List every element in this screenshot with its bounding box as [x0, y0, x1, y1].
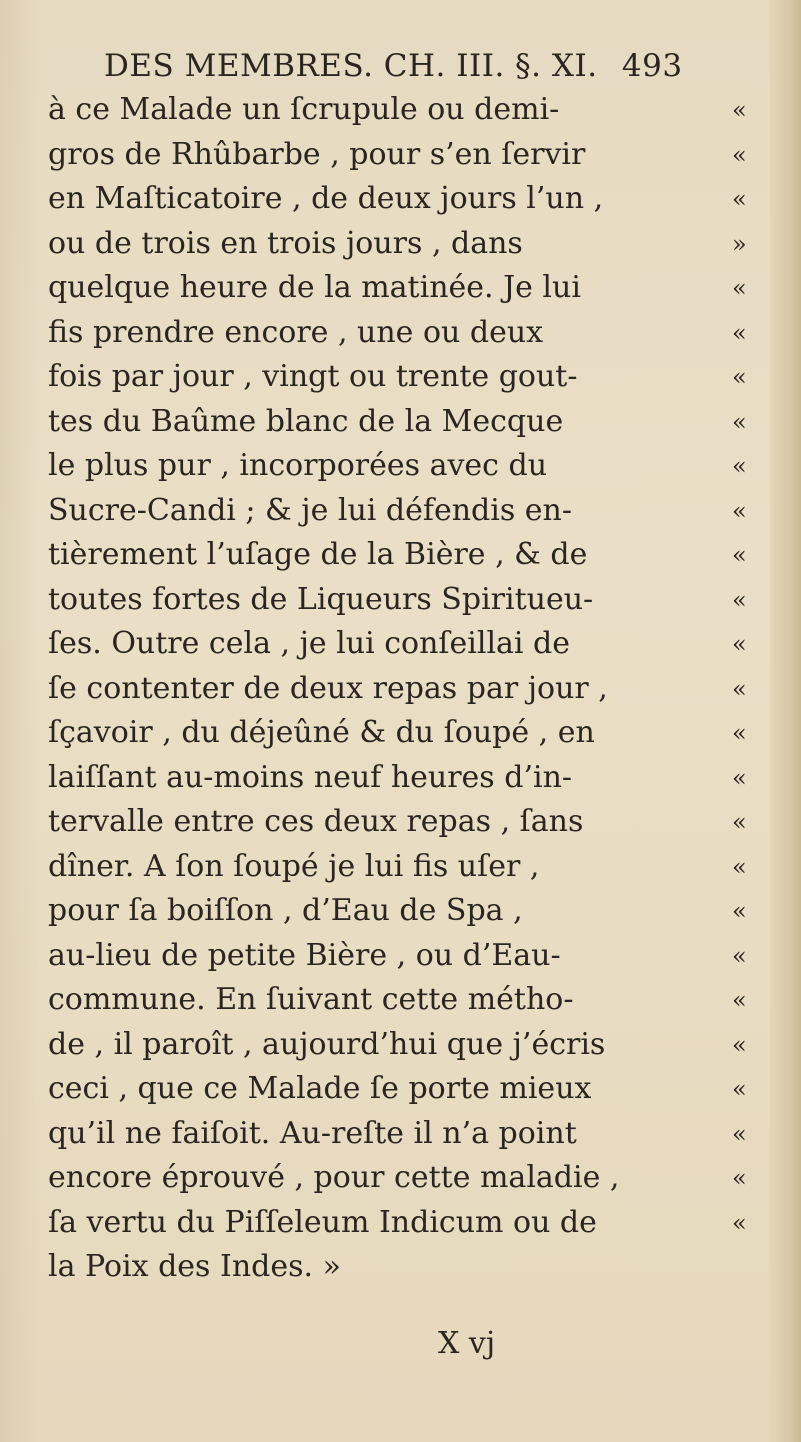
text-line — [48, 1245, 770, 1290]
quote-mark: « — [732, 185, 747, 213]
line-text: toutes fortes de Liqueurs Spiritueu- — [48, 581, 594, 617]
quote-mark: « — [732, 808, 747, 836]
line-text: en Maſticatoire , de deux jours l’un , — [48, 181, 604, 216]
line-text: la Poix des Indes. » — [48, 1249, 341, 1284]
text-line — [48, 266, 770, 311]
quote-mark: « — [732, 719, 747, 747]
quote-mark: « — [732, 318, 747, 347]
quote-mark: « — [732, 452, 747, 480]
line-text: quelque heure de la matinée. Je lui — [48, 270, 581, 305]
text-line — [48, 711, 770, 756]
quote-mark: « — [732, 852, 747, 881]
quote-mark: « — [732, 363, 747, 391]
quote-mark: « — [732, 986, 747, 1014]
text-line — [48, 1112, 770, 1157]
line-text: gros de Rhûbarbe , pour s’en ſervir — [48, 136, 586, 172]
text-line — [48, 1067, 770, 1112]
quote-mark: » — [732, 229, 747, 258]
text-line — [48, 489, 770, 534]
quote-mark: « — [732, 496, 747, 525]
line-text: le plus pur , incorporées avec du — [48, 448, 548, 483]
text-line — [48, 978, 770, 1023]
quote-mark: « — [732, 96, 747, 124]
line-text: laiſſant au-moins neuf heures d’in- — [48, 759, 573, 795]
line-text: dîner. A ſon ſoupé je lui fis uſer , — [48, 848, 540, 884]
text-line — [48, 88, 770, 133]
text-line — [48, 1201, 770, 1246]
text-line — [48, 1023, 770, 1068]
page-number: 493 — [621, 48, 683, 84]
text-line — [48, 667, 770, 712]
signature-mark: X vj — [438, 1326, 496, 1361]
quote-mark: « — [732, 541, 747, 569]
text-line — [48, 355, 770, 400]
text-line — [48, 177, 770, 222]
line-text: pour ſa boiſſon , d’Eau de Spa , — [48, 893, 523, 928]
text-line — [48, 934, 770, 979]
text-line — [48, 622, 770, 667]
quote-mark: « — [732, 1164, 747, 1192]
line-text: à ce Malade un ſcrupule ou demi- — [48, 92, 560, 127]
line-text: qu’il ne faiſoit. Au-reſte il n’a point — [48, 1115, 577, 1151]
line-text: ſa vertu du Piſſeleum Indicum ou de — [48, 1204, 597, 1240]
running-title: DES MEMBRES. CH. III. §. XI. — [104, 48, 598, 84]
line-text: ſe contenter de deux repas par jour , — [48, 670, 608, 706]
body-text — [48, 88, 770, 1290]
text-line — [48, 444, 770, 489]
line-text: fis prendre encore , une ou deux — [48, 314, 544, 350]
quote-mark: « — [732, 630, 747, 658]
text-line — [48, 800, 770, 845]
line-text: fois par jour , vingt ou trente gout- — [48, 359, 578, 394]
text-line — [48, 1156, 770, 1201]
running-header — [104, 46, 683, 86]
quote-mark: « — [732, 674, 747, 703]
text-line — [48, 400, 770, 445]
text-line — [48, 133, 770, 178]
quote-mark: « — [732, 897, 747, 925]
line-text: ou de trois en trois jours , dans — [48, 225, 523, 261]
line-text: tervalle entre ces deux repas , ſans — [48, 804, 584, 839]
line-text: au-lieu de petite Bière , ou d’Eau- — [48, 937, 561, 973]
quote-mark: « — [732, 763, 747, 792]
quote-mark: « — [732, 941, 747, 970]
text-line — [48, 578, 770, 623]
line-text: de , il paroît , aujourd’hui que j’écris — [48, 1026, 606, 1062]
text-line — [48, 311, 770, 356]
text-line — [48, 222, 770, 267]
text-line — [48, 756, 770, 801]
quote-mark: « — [732, 1075, 747, 1103]
line-text: commune. En ſuivant cette métho- — [48, 982, 574, 1017]
quote-mark: « — [732, 585, 747, 614]
quote-mark: « — [732, 407, 747, 436]
text-line — [48, 889, 770, 934]
line-text: ſes. Outre cela , je lui conſeillai de — [48, 626, 571, 661]
line-text: ſçavoir , du déjeûné & du ſoupé , en — [48, 715, 595, 750]
text-line — [48, 533, 770, 578]
line-text: Sucre-Candi ; & je lui défendis en- — [48, 492, 573, 528]
quote-mark: « — [732, 1119, 747, 1148]
quote-mark: « — [732, 140, 747, 169]
quote-mark: « — [732, 274, 747, 302]
line-text: tes du Baûme blanc de la Mecque — [48, 403, 564, 439]
line-text: encore éprouvé , pour cette maladie , — [48, 1160, 620, 1195]
page-edge — [770, 0, 801, 1442]
text-line — [48, 845, 770, 890]
line-text: tièrement l’uſage de la Bière , & de — [48, 537, 588, 572]
quote-mark: « — [732, 1208, 747, 1237]
quote-mark: « — [732, 1030, 747, 1059]
page-gutter-shadow — [0, 0, 40, 1442]
line-text: ceci , que ce Malade ſe porte mieux — [48, 1071, 592, 1106]
